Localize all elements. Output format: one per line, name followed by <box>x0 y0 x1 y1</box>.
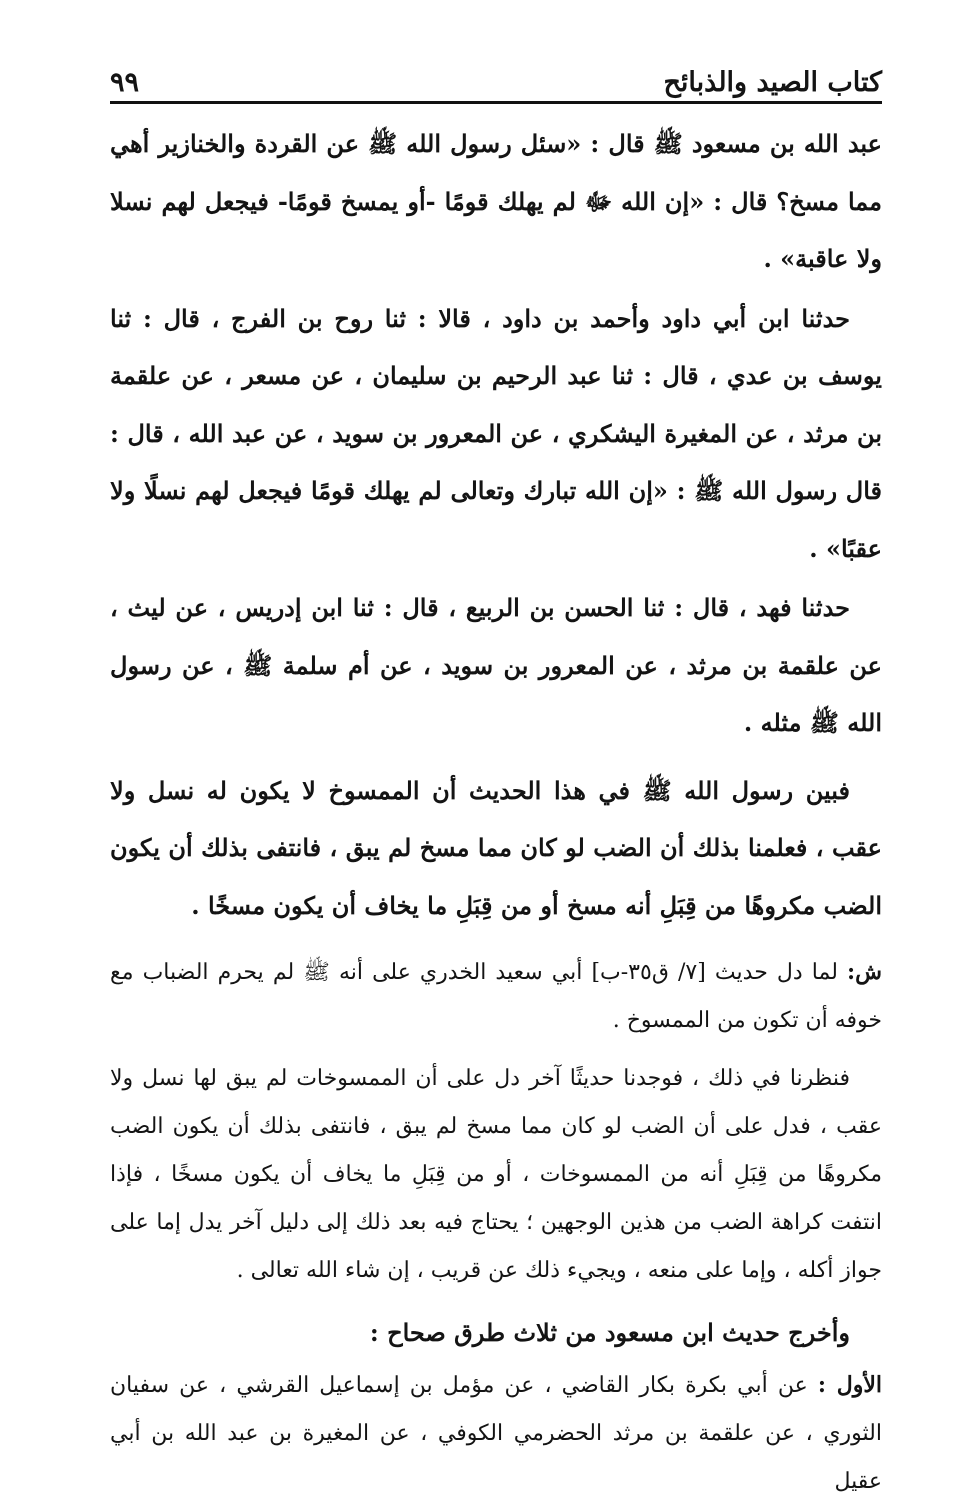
section-heading: وأخرج حديث ابن مسعود من ثلاث طرق صحاح : <box>369 1318 850 1347</box>
commentary-paragraph-3 <box>110 1361 882 1506</box>
page-body <box>110 115 882 1506</box>
book-title: كتاب الصيد والذبائح <box>663 67 882 98</box>
commentary-paragraph-2: فنظرنا في ذلك ، فوجدنا حديثًا آخر دل على أن الممسوخات لم يبق لها نسل ولا عقب ، فدل على أن الضب لو كان مما مسخ لم يبق ، فانتفى بذلك أن يكون الضب مكروهًا من قِبَلِ أنه من الممسوخات ، أو من قِبَلِ ما يخاف أن يكون مسخًا ، فإذا انتفت كراهة الضب من هذين الوجهين ؛ يحتاج فيه بعد ذلك إلى دليل آخر يدل إما على جواز أكله ، وإما على منعه ، ويجيء ذلك عن قريب ، إن شاء الله تعالى . <box>110 1066 882 1283</box>
commentary-text-1: لما دل حديث [٧/ ق٣٥-ب] أبي سعيد الخدري على أنه ﷺ لم يحرم الضباب مع خوفه أن تكون من الممسوخ . <box>110 960 882 1033</box>
first-route-label: الأول : <box>817 1372 882 1398</box>
page-header <box>110 52 882 98</box>
commentary-paragraph-1 <box>110 948 882 1045</box>
hadith-paragraph-2: حدثنا ابن أبي داود وأحمد بن داود ، قالا : ثنا روح بن الفرج ، قال : ثنا يوسف بن عدي ، قال : ثنا عبد الرحيم بن سليمان ، عن مسعر ، عن علقمة بن مرثد ، عن المغيرة اليشكري ، عن المعرور بن سويد ، عن عبد الله ، قال : قال رسول الله ﷺ : «إن الله تبارك وتعالى لم يهلك قومًا فيجعل لهم نسلًا ولا عقبًا» . <box>110 303 882 563</box>
hadith-paragraph-3: حدثنا فهد ، قال : ثنا الحسن بن الربيع ، قال : ثنا ابن إدريس ، عن ليث ، عن علقمة بن مرثد ، عن المعرور بن سويد ، عن أم سلمة ﷺ ، عن رسول الله ﷺ مثله . <box>110 593 882 737</box>
commentary-text-3: عن أبي بكرة بكار القاضي ، عن مؤمل بن إسماعيل القرشي ، عن سفيان الثوري ، عن علقمة بن مرثد الحضرمي الكوفي ، عن المغيرة بن عبد الله بن أبي عقيل <box>110 1373 882 1494</box>
header-rule <box>110 101 882 104</box>
page-number: ٩٩ <box>110 67 140 98</box>
hadith-paragraph-1: عبد الله بن مسعود ﷺ قال : «سئل رسول الله ﷺ عن القردة والخنازير أهي مما مسخ؟ قال : «إن الله ﷻ لم يهلك قومًا -أو يمسخ قومًا- فيجعل لهم نسلا ولا عاقبة» . <box>110 129 883 273</box>
hadith-paragraph-4: فبين رسول الله ﷺ في هذا الحديث أن الممسوخ لا يكون له نسل ولا عقب ، فعلمنا بذلك أن الضب لو كان مما مسخ لم يبق ، فانتفى بذلك أن يكون الضب مكروهًا من قِبَلِ أنه مسخ أو من قِبَلِ ما يخاف أن يكون مسخًا . <box>110 775 882 920</box>
commentary-label: ش: <box>847 959 882 985</box>
